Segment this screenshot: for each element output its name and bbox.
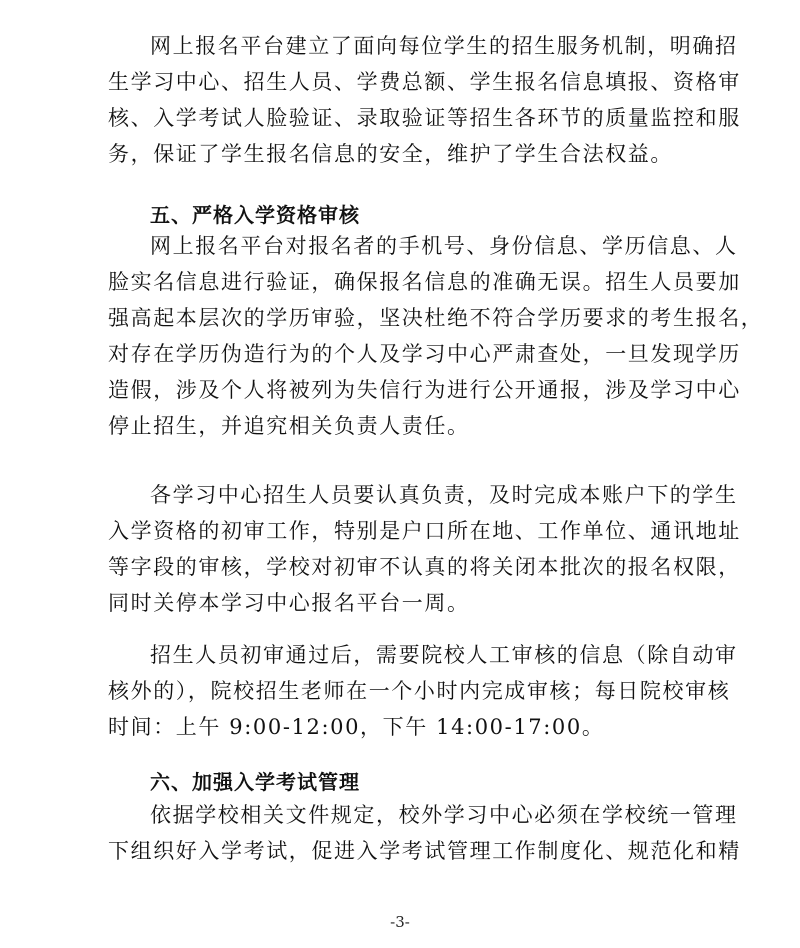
paragraph-exam-management: [108, 797, 741, 869]
paragraph-line: 入学资格的初审工作，特别是户口所在地、工作单位、通讯地址: [108, 519, 741, 543]
paragraph-line: 核外的），院校招生老师在一个小时内完成审核；每日院校审核: [108, 679, 731, 703]
paragraph-line: 时间：上午 9:00-12:00，下午 14:00-17:00。: [108, 715, 605, 739]
paragraph-line: 同时关停本学习中心报名平台一周。: [108, 591, 470, 615]
paragraph-line: 下组织好入学考试，促进入学考试管理工作制度化、规范化和精: [108, 839, 741, 863]
paragraph-line: 核、入学考试人脸验证、录取验证等招生各环节的质量监控和服: [108, 106, 741, 130]
paragraph-line: 脸实名信息进行验证，确保报名信息的准确无误。招生人员要加: [108, 270, 741, 294]
paragraph-line: 生学习中心、招生人员、学费总额、学生报名信息填报、资格审: [108, 70, 741, 94]
paragraph-initial-review: [108, 477, 741, 621]
section-heading-5: 五、严格入学资格审核: [150, 203, 360, 227]
paragraph-line: 网上报名平台建立了面向每位学生的招生服务机制，明确招: [150, 34, 738, 58]
paragraph-line: 各学习中心招生人员要认真负责，及时完成本账户下的学生: [150, 483, 738, 507]
paragraph-line: 网上报名平台对报名者的手机号、身份信息、学历信息、人: [150, 234, 738, 258]
paragraph-line: 对存在学历伪造行为的个人及学习中心严肃查处，一旦发现学历: [108, 342, 741, 366]
paragraph-manual-review: [108, 637, 738, 745]
paragraph-line: 招生人员初审通过后，需要院校人工审核的信息（除自动审: [150, 643, 738, 667]
paragraph-line: 务，保证了学生报名信息的安全，维护了学生合法权益。: [108, 142, 673, 166]
paragraph-qualification-verification: [108, 228, 764, 444]
page-number: -3-: [390, 913, 410, 931]
paragraph-platform-mechanism: [108, 28, 741, 172]
paragraph-line: 强高起本层次的学历审验，坚决杜绝不符合学历要求的考生报名，: [108, 306, 764, 330]
paragraph-line: 停止招生，并追究相关负责人责任。: [108, 414, 470, 438]
paragraph-line: 等字段的审核，学校对初审不认真的将关闭本批次的报名权限，: [108, 555, 741, 579]
paragraph-line: 造假，涉及个人将被列为失信行为进行公开通报，涉及学习中心: [108, 378, 741, 402]
paragraph-line: 依据学校相关文件规定，校外学习中心必须在学校统一管理: [150, 803, 738, 827]
section-heading-6: 六、加强入学考试管理: [150, 770, 360, 794]
